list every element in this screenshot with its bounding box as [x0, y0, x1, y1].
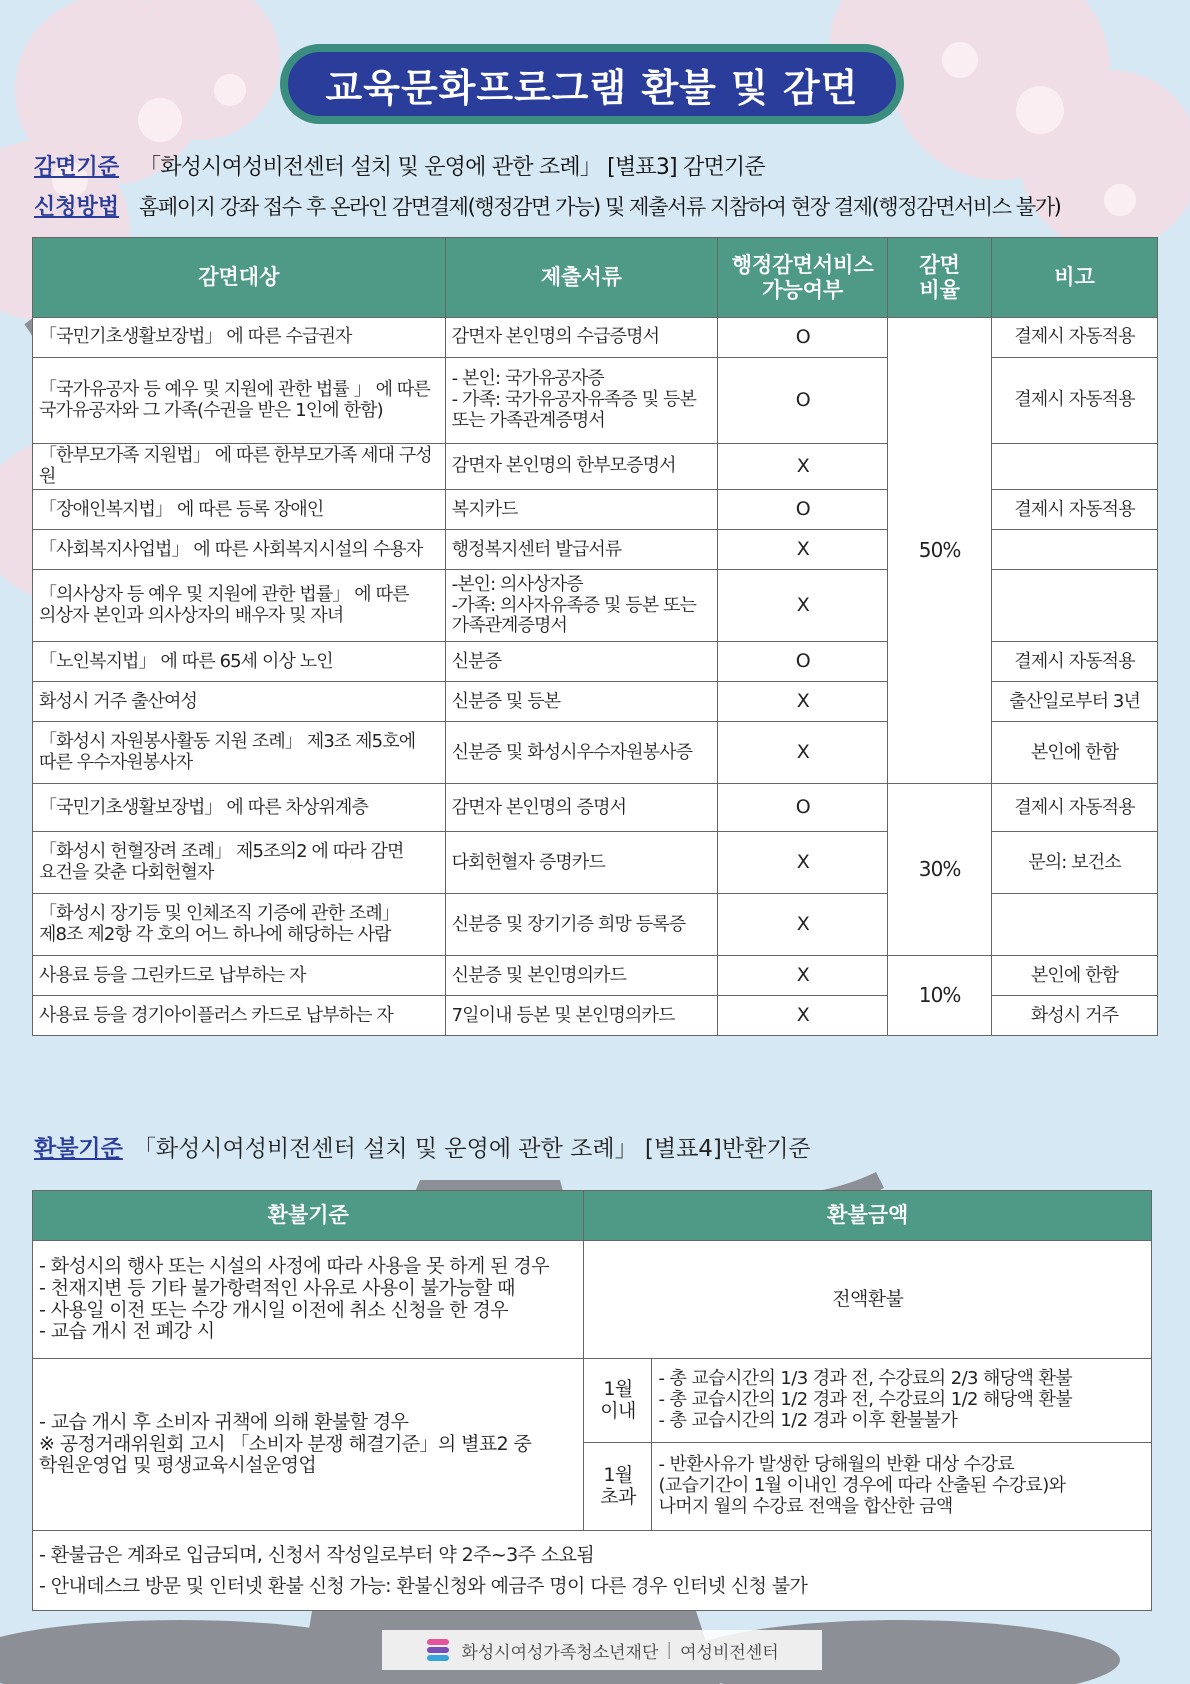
- row-note: 화성시 거주: [992, 996, 1158, 1036]
- row-target: 「국가유공자 등 예우 및 지원에 관한 법률 」 에 따른 국가유공자와 그 가족(수권을 받은 1인에 한함): [33, 358, 446, 444]
- apply-method-label: 신청방법: [34, 195, 120, 220]
- footer-center: 여성비전센터: [680, 1642, 779, 1663]
- row-note: [992, 570, 1158, 642]
- apply-method-text: 홈페이지 강좌 접수 후 온라인 감면결제(행정감면 가능) 및 제출서류 지참하여 현장 결제(행정감면서비스 불가): [139, 194, 1061, 219]
- refund-row1-criteria: - 화성시의 행사 또는 시설의 사정에 따라 사용을 못 하게 된 경우 - 천재지변 등 기타 불가항력적인 사유로 사용이 불가능할 때 - 사용일 이전 또는 수강 개시일 이전에 취소 신청을 한 경우 - 교습 개시 전 폐강 시: [33, 1241, 584, 1359]
- refund-header-criteria: 환불기준: [33, 1191, 584, 1241]
- row-target: 사용료 등을 그린카드로 납부하는 자: [33, 956, 446, 996]
- row-docs: 다회헌혈자 증명카드: [445, 832, 718, 894]
- row-admin-service: O: [718, 358, 888, 444]
- row-target: 「국민기초생활보장법」 에 따른 수급권자: [33, 318, 446, 358]
- reduction-table: [32, 237, 1158, 1036]
- rate-cell: 10%: [888, 956, 992, 1036]
- row-note: 결제시 자동적용: [992, 784, 1158, 832]
- reduction-basis-label: 감면기준: [34, 155, 120, 180]
- row-docs: 행정복지센터 발급서류: [445, 530, 718, 570]
- row-docs: 신분증 및 등본: [445, 682, 718, 722]
- row-admin-service: X: [718, 722, 888, 784]
- footer-divider: |: [666, 1640, 673, 1660]
- foundation-logo-icon: [425, 1637, 451, 1663]
- row-target: 「한부모가족 지원법」 에 따른 한부모가족 세대 구성원: [33, 444, 446, 490]
- row-target: 「국민기초생활보장법」 에 따른 차상위계층: [33, 784, 446, 832]
- row-docs: 신분증 및 장기기증 희망 등록증: [445, 894, 718, 956]
- row-admin-service: X: [718, 444, 888, 490]
- header-docs: 제출서류: [445, 238, 718, 318]
- row-note: 문의: 보건소: [992, 832, 1158, 894]
- refund-within-label: 1월 이내: [584, 1359, 652, 1443]
- refund-within-amount: - 총 교습시간의 1/3 경과 전, 수강료의 2/3 해당액 환불 - 총 교습시간의 1/2 경과 전, 수강료의 1/2 해당액 환불 - 총 교습시간의 1/2 경과 이후 환불불가: [652, 1359, 1152, 1443]
- row-note: 결제시 자동적용: [992, 358, 1158, 444]
- reduction-basis-line: [34, 150, 765, 181]
- footer: [382, 1630, 822, 1670]
- table-row: [33, 318, 1158, 358]
- rate-cell: 30%: [888, 784, 992, 956]
- row-target: 「화성시 헌혈장려 조례」 제5조의2 에 따라 감면 요건을 갖춘 다회헌혈자: [33, 832, 446, 894]
- refund-basis-text: 「화성시여성비전센터 설치 및 운영에 관한 조례」 [별표4]반환기준: [132, 1136, 811, 1162]
- refund-row1-amount: 전액환불: [584, 1241, 1152, 1359]
- row-docs: -본인: 의사상자증 -가족: 의사자유족증 및 등본 또는 가족관계증명서: [445, 570, 718, 642]
- row-note: 결제시 자동적용: [992, 642, 1158, 682]
- rate-cell: 50%: [888, 318, 992, 784]
- row-target: 「노인복지법」 에 따른 65세 이상 노인: [33, 642, 446, 682]
- row-admin-service: O: [718, 318, 888, 358]
- row-note: 결제시 자동적용: [992, 318, 1158, 358]
- row-admin-service: X: [718, 956, 888, 996]
- row-note: 본인에 한함: [992, 956, 1158, 996]
- refund-over-label: 1월 초과: [584, 1443, 652, 1531]
- row-admin-service: O: [718, 490, 888, 530]
- row-target: 「의사상자 등 예우 및 지원에 관한 법률」 에 따른 의상자 본인과 의사상자의 배우자 및 자녀: [33, 570, 446, 642]
- row-docs: 감면자 본인명의 수급증명서: [445, 318, 718, 358]
- refund-table: [32, 1190, 1152, 1611]
- row-admin-service: X: [718, 832, 888, 894]
- refund-basis-line: [34, 1130, 811, 1163]
- header-target: 감면대상: [33, 238, 446, 318]
- row-admin-service: X: [718, 682, 888, 722]
- row-admin-service: O: [718, 642, 888, 682]
- row-admin-service: X: [718, 894, 888, 956]
- reduction-basis-text: 「화성시여성비전센터 설치 및 운영에 관한 조례」 [별표3] 감면기준: [139, 155, 765, 180]
- row-admin-service: X: [718, 570, 888, 642]
- row-admin-service: X: [718, 996, 888, 1036]
- refund-over-amount: - 반환사유가 발생한 당해월의 반환 대상 수강료 (교습기간이 1월 이내인 경우에 따라 산출된 수강료)와 나머지 월의 수강료 전액을 합산한 금액: [652, 1443, 1152, 1531]
- row-note: [992, 530, 1158, 570]
- row-target: 화성시 거주 출산여성: [33, 682, 446, 722]
- refund-notes: - 환불금은 계좌로 입금되며, 신청서 작성일로부터 약 2주~3주 소요됨 - 안내데스크 방문 및 인터넷 환불 신청 가능: 환불신청와 예금주 명이 다른 경우 인터넷 신청 불가: [33, 1531, 1152, 1611]
- apply-method-line: [34, 190, 1060, 221]
- row-admin-service: O: [718, 784, 888, 832]
- table-row: [33, 784, 1158, 832]
- row-docs: 감면자 본인명의 증명서: [445, 784, 718, 832]
- row-docs: 복지카드: [445, 490, 718, 530]
- footer-org: 화성시여성가족청소년재단: [461, 1642, 659, 1663]
- row-note: 본인에 한함: [992, 722, 1158, 784]
- row-admin-service: X: [718, 530, 888, 570]
- row-docs: 감면자 본인명의 한부모증명서: [445, 444, 718, 490]
- header-rate: 감면 비율: [888, 238, 992, 318]
- row-note: [992, 444, 1158, 490]
- row-docs: - 본인: 국가유공자증 - 가족: 국가유공자유족증 및 등본 또는 가족관계증명서: [445, 358, 718, 444]
- row-note: 결제시 자동적용: [992, 490, 1158, 530]
- table-row: [33, 956, 1158, 996]
- row-docs: 신분증 및 화성시우수자원봉사증: [445, 722, 718, 784]
- refund-row2-criteria: - 교습 개시 후 소비자 귀책에 의해 환불할 경우 ※ 공정거래위원회 고시 「소비자 분쟁 해결기준」의 별표2 중 학원운영업 및 평생교육시설운영업: [33, 1359, 584, 1531]
- row-target: 「장애인복지법」 에 따른 등록 장애인: [33, 490, 446, 530]
- refund-basis-label: 환불기준: [34, 1136, 123, 1162]
- row-note: 출산일로부터 3년: [992, 682, 1158, 722]
- header-note: 비고: [992, 238, 1158, 318]
- row-docs: 7일이내 등본 및 본인명의카드: [445, 996, 718, 1036]
- row-note: [992, 894, 1158, 956]
- row-docs: 신분증: [445, 642, 718, 682]
- row-target: 「화성시 자원봉사활동 지원 조례」 제3조 제5호에 따른 우수자원봉사자: [33, 722, 446, 784]
- row-target: 「사회복지사업법」 에 따른 사회복지시설의 수용자: [33, 530, 446, 570]
- row-target: 「화성시 장기등 및 인체조직 기증에 관한 조례」 제8조 제2항 각 호의 어느 하나에 해당하는 사람: [33, 894, 446, 956]
- page-title: 교육문화프로그램 환불 및 감면: [280, 44, 904, 124]
- header-admin-service: 행정감면서비스 가능여부: [718, 238, 888, 318]
- row-target: 사용료 등을 경기아이플러스 카드로 납부하는 자: [33, 996, 446, 1036]
- refund-header-amount: 환불금액: [584, 1191, 1152, 1241]
- row-docs: 신분증 및 본인명의카드: [445, 956, 718, 996]
